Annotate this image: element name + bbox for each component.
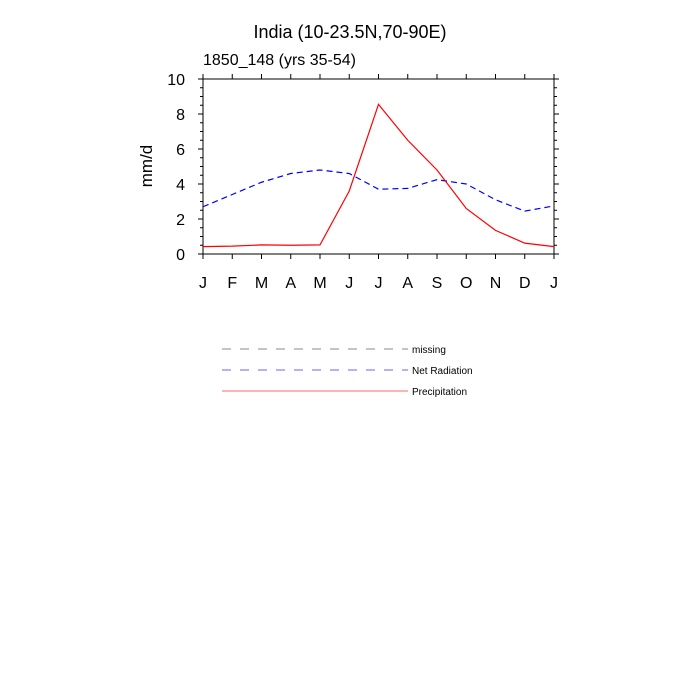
x-tick-label: J (374, 275, 383, 292)
x-tick-label: J (199, 275, 207, 292)
legend (222, 345, 473, 398)
legend-item (222, 387, 467, 398)
series-line (203, 104, 554, 246)
x-tick-label: J (550, 275, 558, 292)
legend-item (222, 366, 473, 377)
y-tick-label: 6 (176, 142, 185, 159)
x-tick-label: M (313, 275, 327, 292)
legend-item (222, 345, 446, 356)
x-tick-label: A (402, 275, 414, 292)
y-tick-label: 10 (167, 72, 185, 89)
chart-title: India (10-23.5N,70-90E) (253, 22, 447, 42)
x-tick-label: S (431, 275, 443, 292)
y-tick-label: 8 (176, 107, 185, 124)
y-tick-label: 4 (176, 177, 185, 194)
axis-ticks (167, 72, 559, 292)
x-tick-label: O (460, 275, 473, 292)
legend-label: Precipitation (412, 387, 468, 398)
legend-label: Net Radiation (412, 366, 473, 377)
x-tick-label: A (285, 275, 297, 292)
series-line (203, 170, 554, 211)
x-tick-label: M (254, 275, 269, 292)
y-tick-label: 2 (176, 212, 185, 229)
series-layer (203, 104, 554, 246)
x-tick-label: F (227, 275, 238, 292)
y-tick-label: 0 (176, 247, 185, 264)
legend-label: missing (412, 345, 446, 356)
y-axis-label: mm/d (137, 144, 156, 188)
x-tick-label: D (518, 275, 531, 292)
x-tick-label: N (489, 275, 502, 292)
x-tick-label: J (345, 275, 354, 292)
chart-subtitle: 1850_148 (yrs 35-54) (203, 52, 356, 69)
series-net-radiation (203, 170, 554, 211)
series-precipitation (203, 104, 554, 246)
